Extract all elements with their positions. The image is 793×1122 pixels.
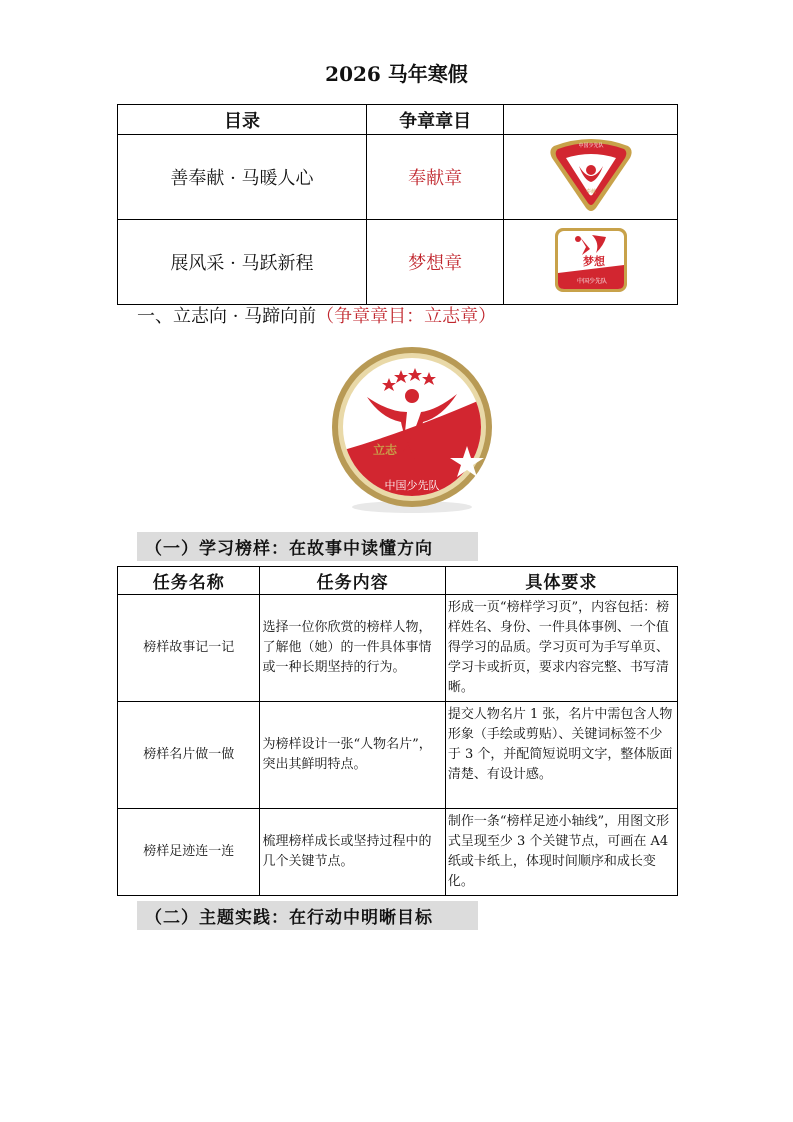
badge-table	[117, 104, 678, 305]
page-title: 2026 马年寒假	[325, 62, 468, 86]
badge-name-cell: 奉献章	[366, 135, 503, 220]
task-name-cell: 榜样名片做一做	[118, 702, 260, 809]
section-title: 一、立志向 · 马蹄向前	[137, 306, 317, 327]
header-task-content: 任务内容	[260, 567, 445, 595]
header-image	[504, 105, 678, 135]
table-row	[118, 809, 678, 896]
task-requirement-cell: 形成一页“榜样学习页”，内容包括：榜样姓名、身份、一件具体事例、一个值得学习的品质。学习页可为手写单页、学习卡或折页，要求内容完整、书写清晰。	[445, 595, 677, 702]
badge-label-text: 奉献	[585, 188, 596, 195]
badge-name-cell: 梦想章	[366, 220, 503, 305]
table-row	[118, 220, 678, 305]
header-badge: 争章章目	[366, 105, 503, 135]
table-row	[118, 135, 678, 220]
header-task-requirement: 具体要求	[445, 567, 677, 595]
aspiration-badge-icon	[327, 342, 497, 517]
badge-org-text: 中国少先队	[384, 479, 440, 492]
table-row	[118, 595, 678, 702]
badge-label-text: 立志	[373, 443, 398, 457]
catalog-cell: 善奉献 · 马暖人心	[118, 135, 367, 220]
task-content-cell: 选择一位你欣赏的榜样人物，了解他（她）的一件具体事情或一种长期坚持的行为。	[260, 595, 445, 702]
catalog-cell: 展风采 · 马跃新程	[118, 220, 367, 305]
task-table	[117, 566, 678, 896]
section-badge-note: （争章章目：立志章）	[316, 306, 497, 327]
subsection-heading: （二）主题实践：在行动中明晰目标	[137, 901, 478, 930]
badge-image-cell	[504, 220, 678, 305]
badge-label-text: 梦想	[582, 254, 605, 268]
header-catalog: 目录	[118, 105, 367, 135]
badge-org-text: 中国少先队	[576, 277, 607, 285]
badge-image-cell	[504, 135, 678, 220]
dream-badge-icon	[552, 225, 630, 295]
task-requirement-cell: 制作一条“榜样足迹小轴线”，用图文形式呈现至少 3 个关键节点，可画在 A4 纸或卡纸上，体现时间顺序和成长变化。	[445, 809, 677, 896]
subsection-heading: （一）学习榜样：在故事中读懂方向	[137, 532, 478, 561]
task-name-cell: 榜样足迹连一连	[118, 809, 260, 896]
dedication-badge-icon	[546, 136, 636, 214]
badge-org-text: 中国少先队	[578, 142, 604, 149]
task-content-cell: 梳理榜样成长或坚持过程中的几个关键节点。	[260, 809, 445, 896]
section-heading	[137, 302, 496, 328]
table-row	[118, 702, 678, 809]
header-task-name: 任务名称	[118, 567, 260, 595]
task-requirement-cell: 提交人物名片 1 张，名片中需包含人物形象（手绘或剪贴）、关键词标签不少于 3 个，并配简短说明文字，整体版面清楚、有设计感。	[445, 702, 677, 809]
task-content-cell: 为榜样设计一张“人物名片”，突出其鲜明特点。	[260, 702, 445, 809]
task-name-cell: 榜样故事记一记	[118, 595, 260, 702]
